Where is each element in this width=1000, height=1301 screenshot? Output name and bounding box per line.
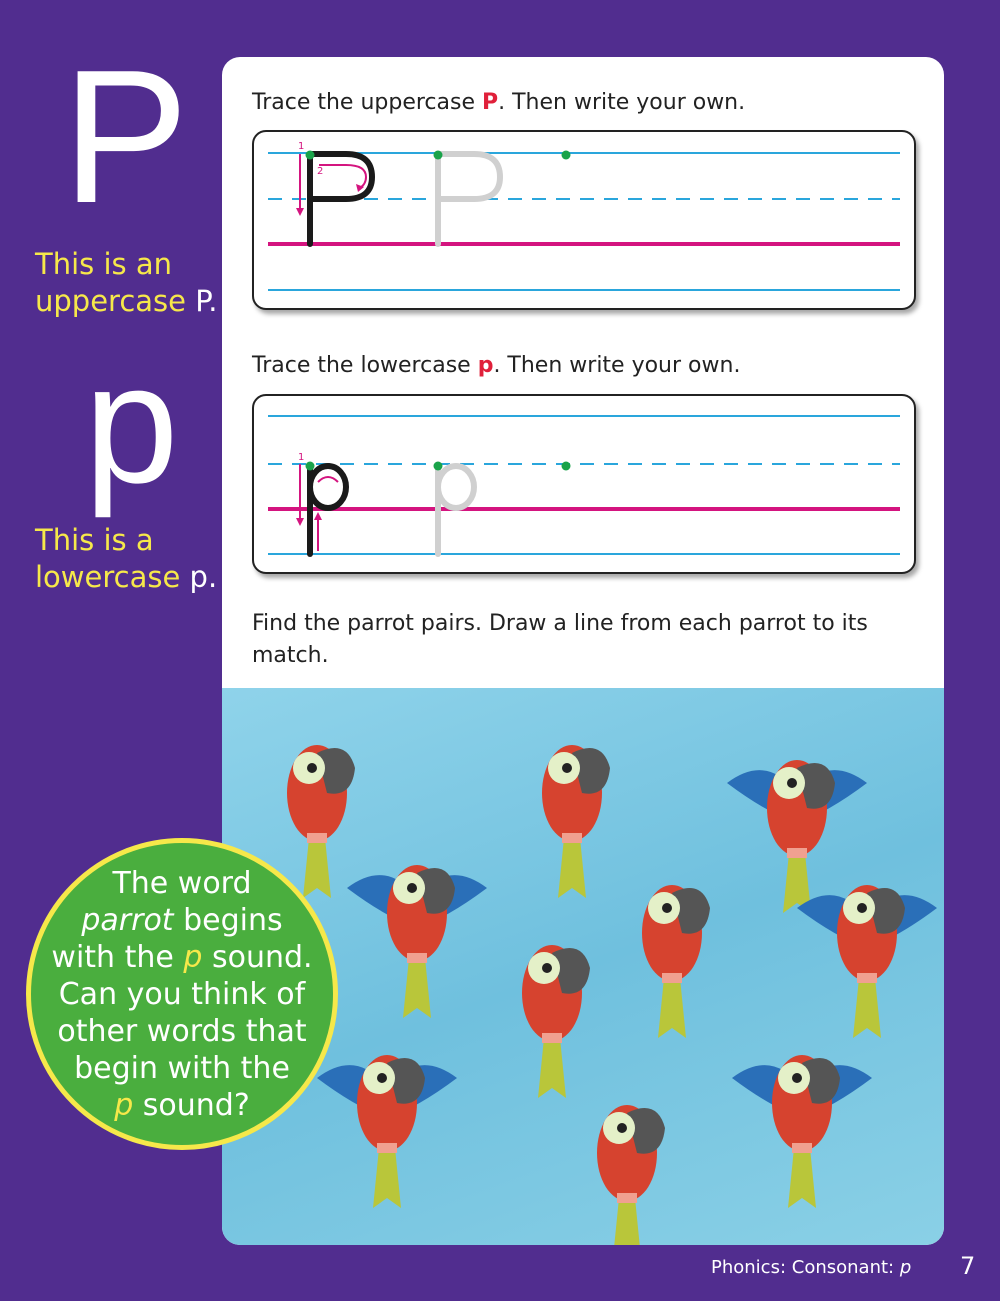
lowercase-instruction	[252, 353, 740, 378]
bubble-word: parrot	[81, 902, 174, 938]
bubble-line: other words that	[57, 1013, 307, 1049]
start-dot	[434, 151, 443, 160]
bubble-line: with the	[51, 939, 184, 975]
footer-letter: p	[899, 1257, 912, 1278]
parrot	[347, 865, 487, 1018]
caption-letter: p.	[189, 560, 218, 594]
lowercase-caption	[35, 522, 217, 596]
start-dot	[562, 462, 571, 471]
instr-text: Trace the lowercase	[252, 353, 478, 378]
uppercase-letter-display: P	[62, 31, 189, 243]
caption-line: lowercase	[35, 560, 181, 594]
caption-line: uppercase	[35, 284, 186, 318]
bubble-line: begin with the	[74, 1050, 290, 1086]
caption-letter: P.	[195, 284, 218, 318]
caption-line: This is an	[35, 247, 173, 281]
instr-letter: P	[482, 90, 499, 115]
start-dot	[562, 151, 571, 160]
worksheet-card	[222, 57, 944, 1245]
footer-text: Phonics: Consonant:	[711, 1257, 900, 1278]
parrot	[797, 885, 937, 1038]
instr-text: . Then write your own.	[498, 90, 746, 115]
bubble-letter: p	[114, 1087, 134, 1123]
page-number: 7	[960, 1252, 976, 1280]
start-dot	[434, 462, 443, 471]
lowercase-writing-box[interactable]	[252, 394, 916, 574]
start-dot	[306, 462, 315, 471]
bubble-line: sound?	[133, 1087, 250, 1123]
uppercase-writing-box[interactable]	[252, 130, 916, 310]
uppercase-caption	[35, 246, 217, 320]
lowercase-letter-display: p	[84, 329, 179, 519]
activity-instruction: Find the parrot pairs. Draw a line from each parrot to its match.	[252, 611, 868, 668]
parrot	[317, 1055, 457, 1208]
parrot	[542, 745, 610, 898]
parrot	[727, 760, 867, 913]
tip-bubble	[26, 838, 338, 1150]
instr-text: Trace the uppercase	[252, 90, 482, 115]
stroke-number: 1	[298, 141, 305, 152]
parrot	[642, 885, 710, 1038]
model-letter-p	[310, 466, 346, 508]
uppercase-guidelines	[254, 132, 914, 308]
bubble-letter: p	[183, 939, 203, 975]
bubble-line: begins	[173, 902, 283, 938]
stroke-number: 1	[298, 452, 305, 463]
start-dot	[306, 151, 315, 160]
stroke-number: 2	[317, 166, 324, 177]
footer-label	[711, 1257, 911, 1278]
caption-line: This is a	[35, 523, 154, 557]
bubble-line: Can you think of	[58, 976, 306, 1012]
instr-text: . Then write your own.	[493, 353, 741, 378]
uppercase-instruction	[252, 90, 745, 115]
lowercase-guidelines	[254, 396, 914, 572]
bubble-line: The word	[112, 865, 252, 901]
stroke-arrow-2	[319, 165, 366, 188]
parrot	[732, 1055, 872, 1208]
trace-letter-p	[438, 466, 474, 508]
parrot	[597, 1105, 665, 1245]
instr-letter: p	[477, 353, 494, 378]
bubble-line: sound.	[202, 939, 313, 975]
parrot	[522, 945, 590, 1098]
